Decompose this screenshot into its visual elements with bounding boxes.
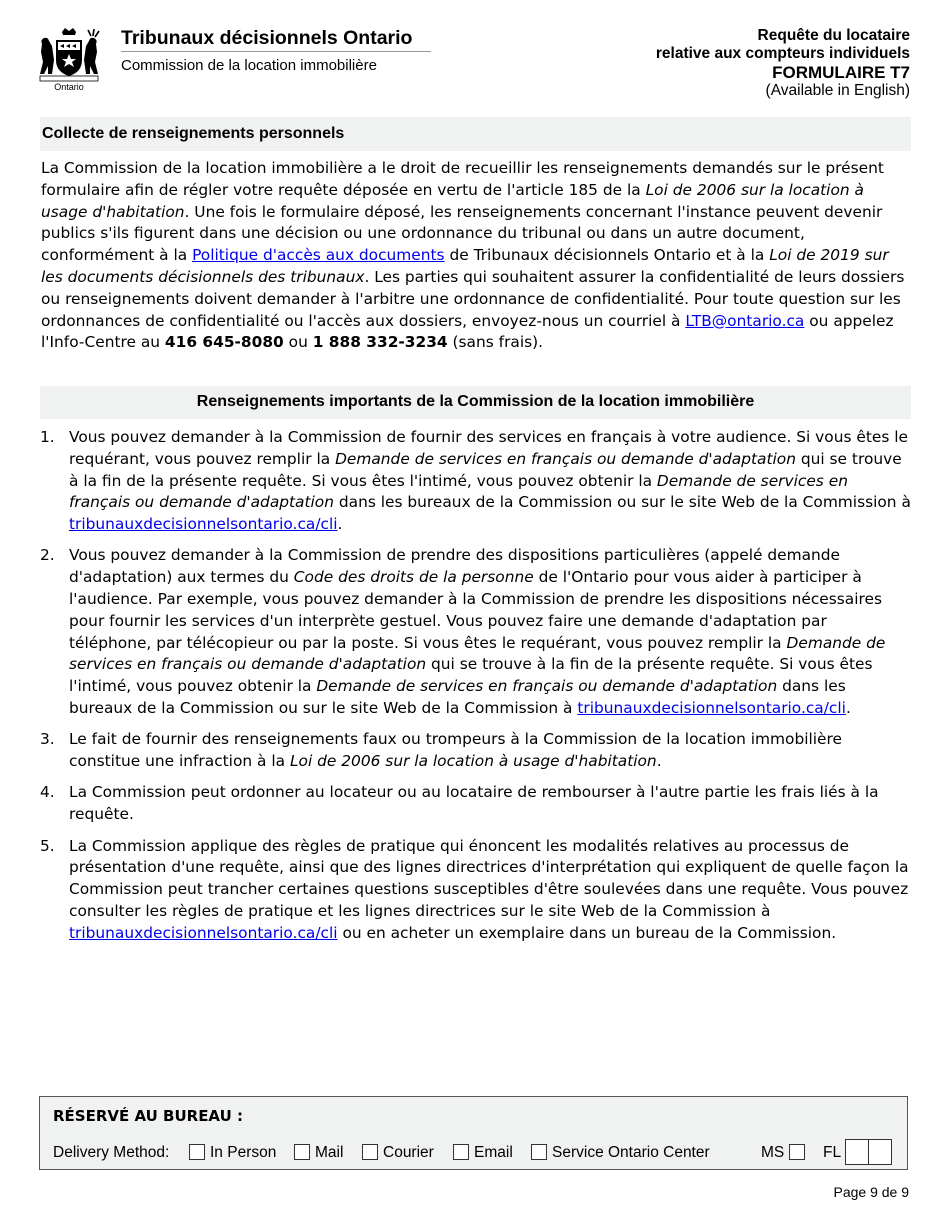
italic-act-title: Loi de 2006 sur la location à usage d'habitation [41, 180, 864, 221]
list-number: 3. [40, 730, 55, 749]
list-item [40, 545, 912, 719]
important-info-list [40, 427, 912, 954]
list-item [40, 729, 912, 773]
delivery-option-mail[interactable] [294, 1144, 343, 1162]
text-span: . [337, 515, 343, 534]
header-divider [121, 51, 431, 52]
delivery-option-email[interactable] [453, 1144, 513, 1162]
available-in-english: (Available in English) [765, 82, 910, 99]
form-title-block [656, 27, 910, 99]
form-title-line1: Requête du locataire [757, 27, 910, 44]
checkbox-email[interactable] [453, 1144, 469, 1160]
fl-box-divider [868, 1140, 869, 1164]
phone-number-local: 416 645-8080 [164, 333, 284, 352]
form-number: FORMULAIRE T7 [772, 63, 910, 82]
italic-form-title: Demande de services en français ou demande d'adaptation [69, 633, 886, 674]
text-span: La Commission de la location immobilière a le droit de recueillir les renseignements demandés sur le présent formulaire afin de régler votre requête déposée en vertu de l'article 185 de la [41, 159, 884, 199]
office-use-box [39, 1096, 908, 1170]
org-name: Tribunaux décisionnels Ontario [121, 27, 413, 49]
list-number: 1. [40, 428, 55, 446]
ltb-website-link[interactable]: tribunauxdecisionnelsontario.ca/cli [577, 699, 846, 718]
section-heading-personal-info: Collecte de renseignements personnels [40, 117, 911, 151]
italic-form-title: Demande de services en français ou demande d'adaptation [316, 677, 778, 696]
delivery-option-in-person[interactable] [189, 1144, 276, 1162]
text-span: Le fait de fournir des renseignements faux ou trompeurs à la Commission de la location immobilière constitue une infraction à la [69, 730, 842, 771]
ms-label: MS [761, 1144, 785, 1161]
ms-field[interactable] [761, 1144, 810, 1162]
text-span: . Une fois le formulaire déposé, les renseignements concernant l'instance peuvent devenir publics s'ils figurent dans une décision ou une ordonnance du tribunal ou dans un autre document, conformément à la [41, 202, 883, 265]
access-policy-link[interactable]: Politique d'accès aux documents [192, 246, 445, 265]
delivery-option-service-ontario[interactable] [531, 1144, 710, 1162]
checkbox-service-ontario[interactable] [531, 1144, 547, 1160]
phone-number-tollfree: 1 888 332-3234 [312, 333, 448, 352]
option-label: Email [474, 1144, 513, 1161]
list-item [40, 836, 912, 945]
checkbox-mail[interactable] [294, 1144, 310, 1160]
text-span: de l'Ontario pour vous aider à participer à l'audience. Par exemple, vous pouvez demander à la Commission de prendre les dispositions nécessaires pour fournir les services d'un interprète gestuel. Vous pouvez faire une demande d'adaptation par téléphone, par télécopieur ou par la poste. Si vous êtes le requérant, vous pouvez remplir la [69, 568, 882, 652]
option-label: Service Ontario Center [552, 1144, 710, 1161]
form-title-line2: relative aux compteurs individuels [655, 45, 910, 62]
ltb-website-link[interactable]: tribunauxdecisionnelsontario.ca/cli [69, 515, 338, 534]
email-link[interactable]: LTB@ontario.ca [685, 311, 805, 330]
page-number: Page 9 de 9 [833, 1184, 909, 1200]
text-span: qui se trouve à la fin de la présente requête. Si vous êtes l'intimé, vous pouvez obtenir la [69, 449, 902, 490]
option-label: Mail [315, 1144, 344, 1161]
text-span: ou appelez l'Info-Centre au [41, 311, 894, 352]
italic-code-title: Code des droits de la personne [293, 568, 534, 587]
italic-form-title: Demande de services en français ou demande d'adaptation [335, 449, 796, 468]
office-use-title: RÉSERVÉ AU BUREAU : [53, 1107, 243, 1125]
text-span: . [656, 752, 662, 771]
personal-info-paragraph [41, 158, 913, 354]
text-span: qui se trouve à la fin de la présente requête. Si vous êtes l'intimé, vous pouvez obtenir la [69, 655, 873, 696]
option-label: Courier [383, 1144, 434, 1161]
text-span: ou [283, 333, 313, 352]
list-item [40, 427, 912, 536]
text-span: Vous pouvez demander à la Commission de prendre des dispositions particulières (appelé demande d'adaptation) aux termes du [69, 546, 840, 587]
italic-form-title: Demande de services en français ou demande d'adaptation [69, 471, 848, 512]
ms-checkbox[interactable] [789, 1144, 805, 1160]
text-span: La Commission applique des règles de pratique qui énoncent les modalités relatives au processus de présentation d'une requête, ainsi que des lignes directrices d'interprétation qui expliquent de quelle façon la Commission peut trancher certaines questions susceptibles d'être soulevées dans une requête. Vous pouvez consulter les règles de pratique et les lignes directrices sur le site Web de la Commission à [69, 836, 909, 920]
italic-act-title: Loi de 2006 sur la location à usage d'habitation [289, 752, 657, 771]
list-item [40, 782, 912, 826]
text-span: ou en acheter un exemplaire dans un bureau de la Commission. [337, 923, 837, 942]
text-span: La Commission peut ordonner au locateur ou au locataire de rembourser à l'autre partie les frais liés à la requête. [69, 783, 879, 824]
list-number: 4. [40, 783, 55, 802]
italic-act-title: Loi de 2019 sur les documents décisionnels des tribunaux [41, 246, 889, 286]
text-span: . [845, 699, 851, 718]
text-span: dans les bureaux de la Commission ou sur le site Web de la Commission à [333, 493, 911, 512]
ltb-website-link[interactable]: tribunauxdecisionnelsontario.ca/cli [69, 923, 338, 942]
option-label: In Person [210, 1144, 277, 1161]
section-heading-important-info: Renseignements importants de la Commission de la location immobilière [40, 386, 911, 419]
text-span: Vous pouvez demander à la Commission de fournir des services en français à votre audience. Si vous êtes le requérant, vous pouvez remplir la [69, 428, 908, 468]
ontario-crest-logo [36, 26, 102, 92]
text-span: de Tribunaux décisionnels Ontario et à la [444, 246, 770, 265]
delivery-option-courier[interactable] [362, 1144, 434, 1162]
text-span: dans les bureaux de la Commission ou sur le site Web de la Commission à [69, 677, 846, 718]
checkbox-in-person[interactable] [189, 1144, 205, 1160]
fl-label: FL [823, 1144, 842, 1161]
list-number: 2. [40, 546, 55, 565]
crest-caption: Ontario [54, 82, 84, 92]
org-subtitle: Commission de la location immobilière [121, 57, 377, 74]
fl-input-boxes[interactable] [845, 1139, 892, 1165]
delivery-method-label: Delivery Method: [53, 1144, 170, 1161]
text-span: (sans frais). [447, 333, 544, 352]
checkbox-courier[interactable] [362, 1144, 378, 1160]
text-span: . Les parties qui souhaitent assurer la confidentialité de leurs dossiers ou renseignements doivent demander à l'arbitre une ordonnance de confidentialité. Pour toute question sur les ordonnances de confidentialité ou l'accès aux dossiers, envoyez-nous un courriel à [41, 267, 905, 330]
list-number: 5. [40, 836, 55, 855]
